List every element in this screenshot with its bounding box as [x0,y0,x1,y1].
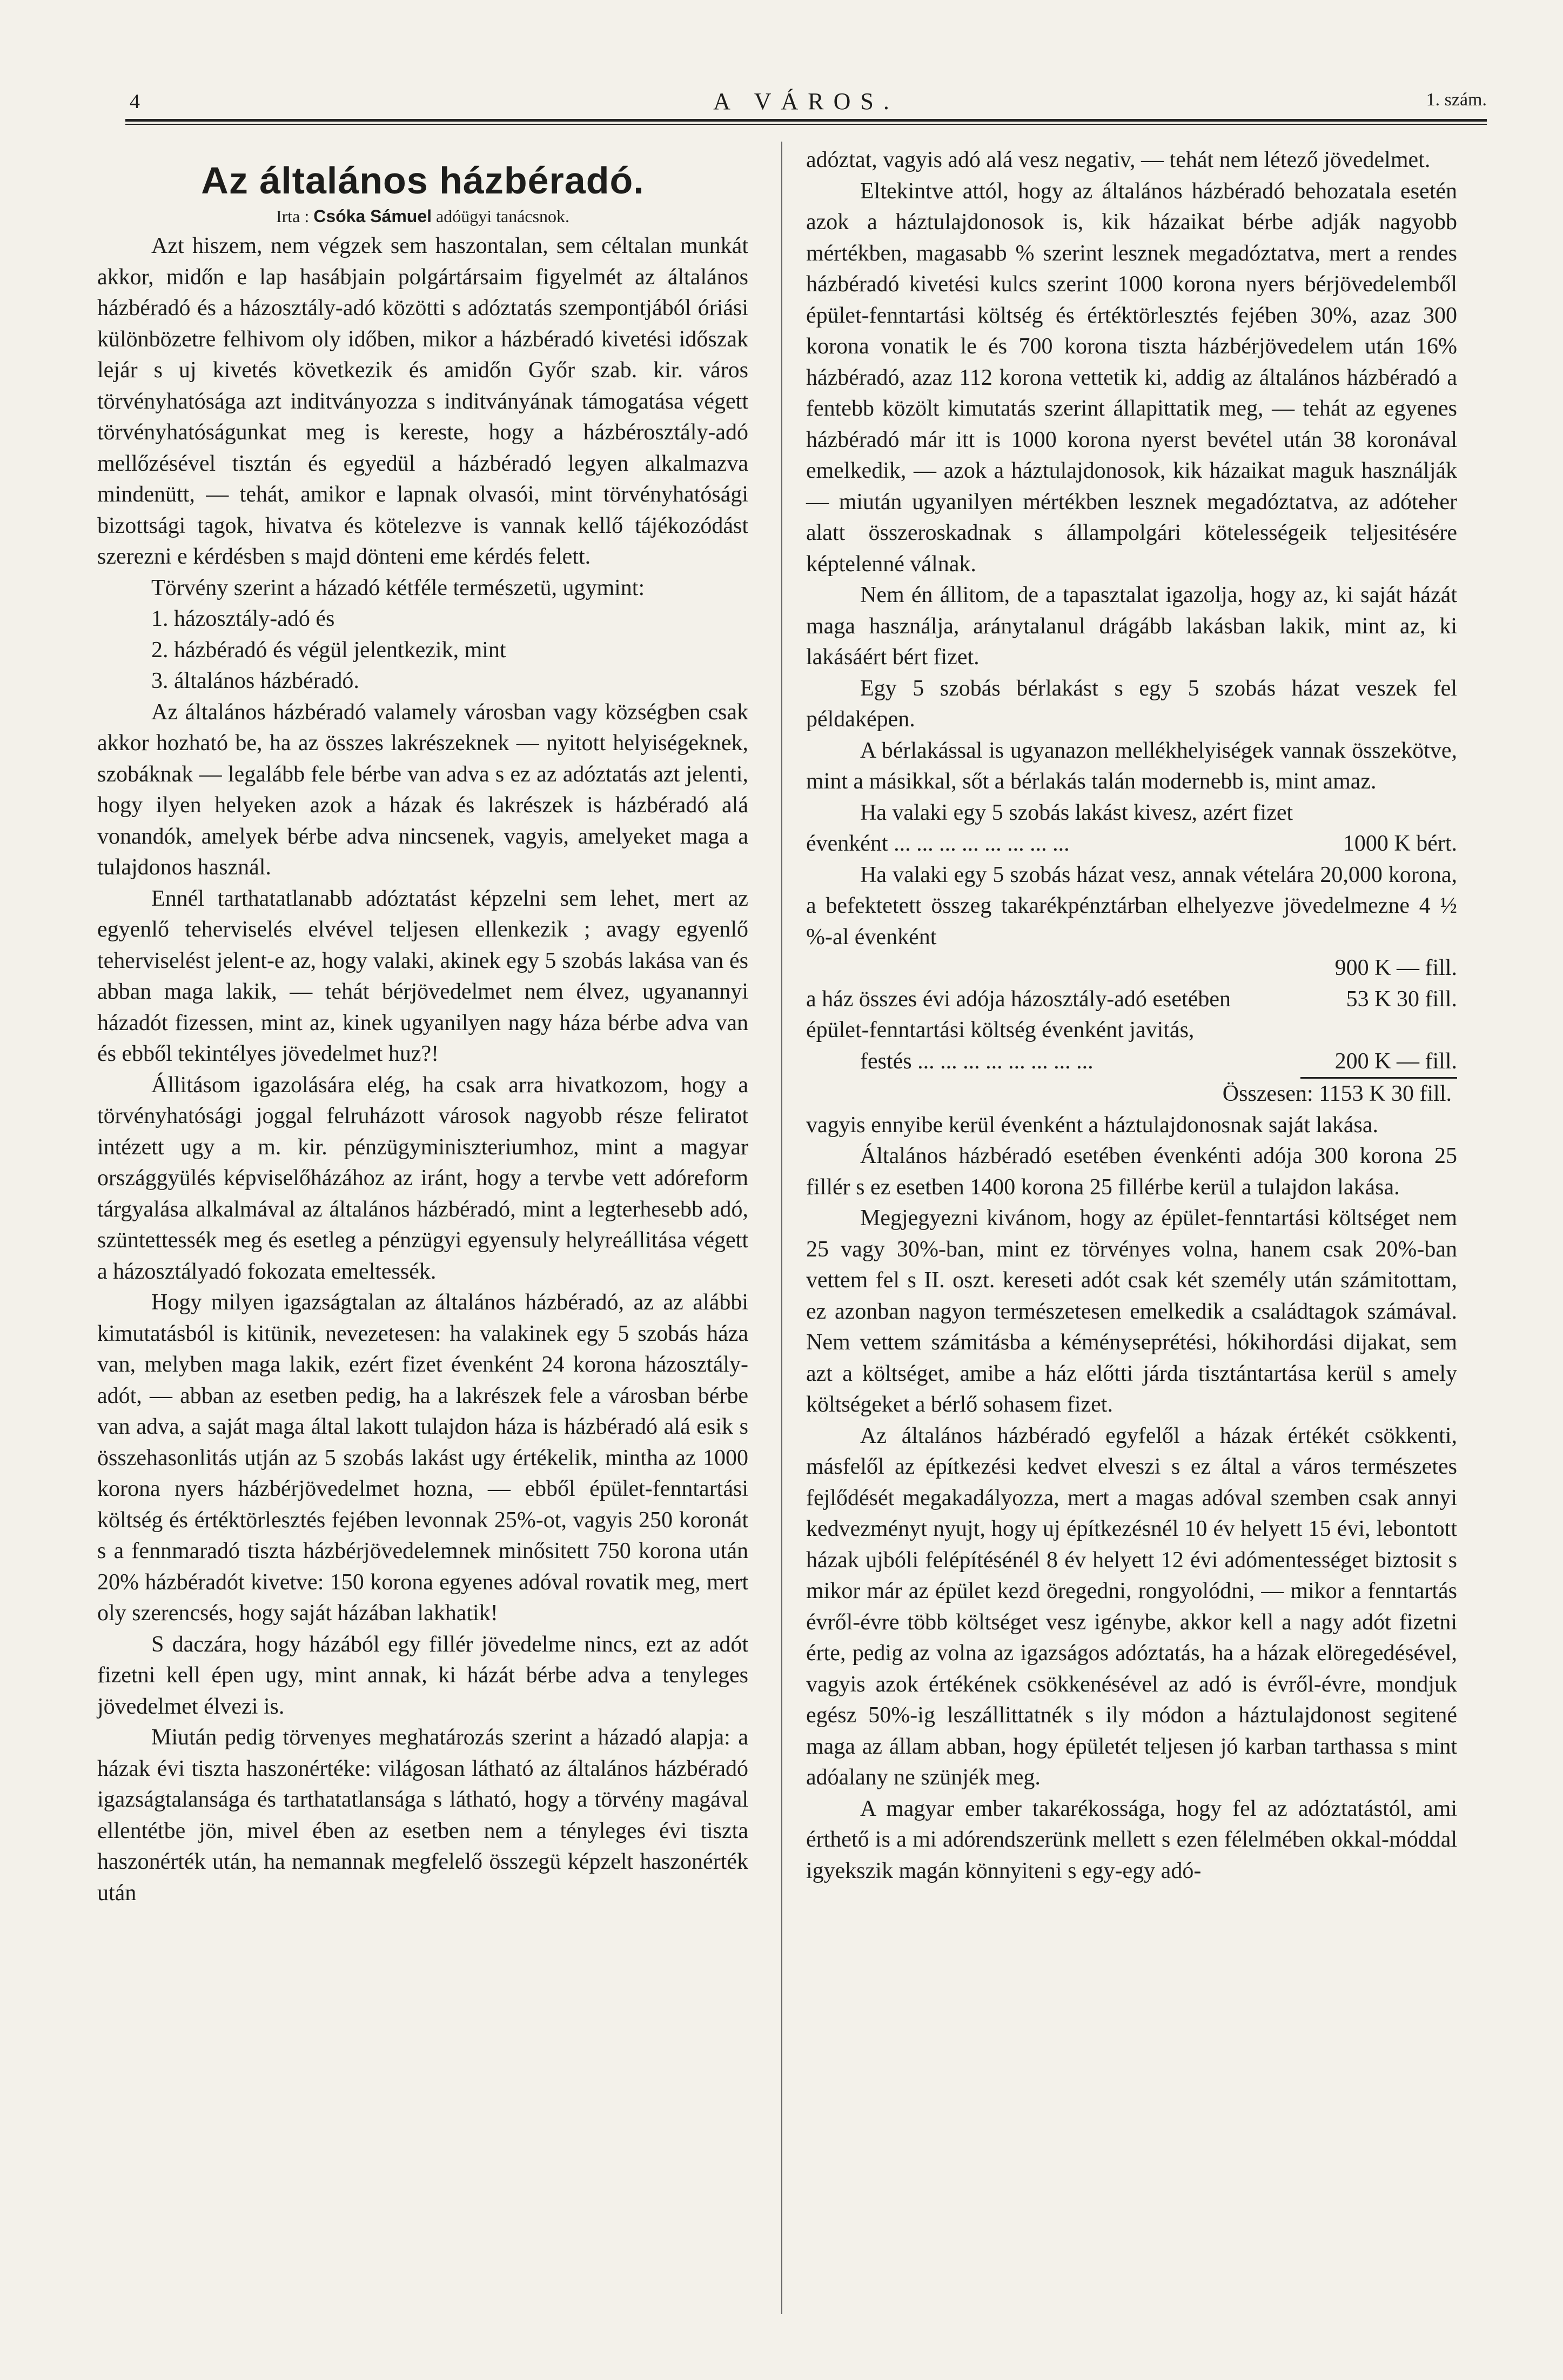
paragraph: adóztat, vagyis adó alá vesz negativ, — tehát nem létező jövedelmet. [806,148,1431,172]
paragraph: Általános házbéradó esetében évenkénti adója 300 korona 25 fillér s ez esetben 1400 korona 25 fillérbe kerül a tulajdon lakása. [806,1144,1457,1200]
header-rule [125,119,1487,122]
calc-label: festés ... ... ... ... ... ... ... ... [860,1048,1094,1074]
list-item: 2. házbéradó és végül jelentkezik, mint [151,637,506,663]
paragraph: Nem én állitom, de a tapasztalat igazolja, hogy az, ki saját házát maga használja, aránytalanul drágább lakásban lakik, mint az, ki lakásáért bért fizet. [806,583,1457,670]
total-amount: 1153 K 30 fill. [1319,1081,1452,1106]
paragraph: Miután pedig törvenyes meghatározás szerint a házadó alapja: a házak évi tiszta haszonértéke: világosan látható az általános házbéradó igazságtalansága és tarthatatlansága s látható, hogy a törvény magával ellentétbe jön, mivel ében az esetben nem a tényleges évi tiszta haszonérték után, ha nemannak megfelelő összegü képzelt haszonérték után [97,1725,748,1906]
author-role: adóügyi tanácsnok. [436,206,570,226]
paragraph: vagyis ennyibe kerül évenként a háztulajdonosnak saját lakása. [806,1112,1378,1138]
publication-title: A VÁROS. [713,88,899,115]
calc-label: a ház összes évi adója házosztály-adó esetében [806,986,1231,1012]
article-title: Az általános házbéradó. [201,159,645,202]
byline [97,206,748,226]
paragraph: Ennél tarthatatlanabb adóztatást képzelni sem lehet, mert az egyenlő teherviselés elvével teljesen ellenkezik ; avagy egyenlő teherviselést jelent-e az, hogy valaki, akinek egy 5 szobás lakása van és abban maga lakik, — tehát bérjövedelmet nem élvez, ugyanannyi házadót fizessen, mint az, kinek ugyanilyen nagy háza bérbe adva van és ebből tekintélyes jövedelmet huz?! [97,886,748,1066]
paragraph: A bérlakással is ugyanazon mellékhelyiségek vannak összekötve, mint a másikkal, sőt a bérlakás talán modernebb is, mint amaz. [806,738,1457,794]
total-label: Összesen: [1222,1081,1313,1106]
left-column [97,145,748,1909]
list-item: 1. házosztály-adó és [151,606,335,631]
paragraph: Az általános házbéradó egyfelől a házak értékét csökkenti, másfelől az építkezési kedvet elveszi s ez által a város természetes fejlődését megakadályozza, mert a magas adóval szemben csak annyi kedvezményt nyujt, hogy uj építkezésnél 10 év helyett 15 évi, lebontott házak ujbóli felépítésénél 8 év helyett 12 évi adómentességet biztosit s mikor már az épület kezd öregedni, rongyolódni, — mikor a fenntartás évről-évre több költséget vesz igénybe, akkor kell a nagy adót fizetni érte, pedig az volna az igazságos adóztatás, ha a házak elöregedésével, vagyis azok értékének csökkenésével az adó is évről-évre, mondjuk egész 50%-ig leszállittatnék s ily módon a háztulajdonost segitené maga az állam abban, hogy épületét teljesen jó karban tarthassa s mint adóalany ne szünjék meg. [806,1423,1457,1790]
calc-row-maintenance [806,1046,1457,1079]
paragraph: Ha valaki egy 5 szobás házat vesz, annak vételára 20,000 korona, a befektetett összeg takarékpénztárban elhelyezve jövedelmezne 4 ½ %-al évenként [806,862,1457,950]
header-rule-thin [125,124,1487,125]
author-name: Csóka Sámuel [313,206,432,226]
paragraph: Állitásom igazolására elég, ha csak arra hivatkozom, hogy a törvényhatósági joggal felruházott városok nagyobb része feliratot intézett ugy a m. kir. pénzügyminiszteriumhoz, mint a magyar országgyülés képviselőházához az iránt, hogy a tervbe vett adóreform tárgyalása alkalmával az általános házbéradó, mint a legterhesebb adó, szüntettessék meg és esetleg a pénzügyi egyensuly helyreállitása végett a házosztályadó fokozata emeltessék. [97,1072,748,1284]
paragraph: A magyar ember takarékossága, hogy fel az adóztatástól, ami érthető is a mi adórendszerünk mellett s ezen félelmében okkal-móddal igyekszik magán könnyiteni s egy-egy adó- [806,1796,1457,1883]
paragraph: Megjegyezni kivánom, hogy az épület-fenntartási költséget nem 25 vagy 30%-ban, mint ez törvényes volna, hanem csak 20%-ban vettem fel s II. oszt. kereseti adót csak két személy után számitottam, ez azonban nagyon természetesen emelkedik a családtagok számával. Nem vettem számitásba a kéményseprétési, hókihordási dijakat, sem azt a költséget, amibe a ház előtti járda tisztántartása kerül s amely költségeket a bérlő sohasem fizet. [806,1206,1457,1417]
list-item: 3. általános házbéradó. [151,668,359,693]
page-number: 4 [130,90,140,113]
calc-total-row [806,1079,1457,1110]
calc-label: évenként ... ... ... ... ... ... ... ... [806,831,1070,856]
calc-row-tax [806,984,1457,1015]
paragraph: Azt hiszem, nem végzek sem haszontalan, sem céltalan munkát akkor, midőn e lap hasábjain polgártársaim figyelmét az általános házbéradó és a házosztály-adó közötti s adóztatás szempontjából óriási különbözetre felhivom oly időben, mikor a házbéradó kivetési időszak lejár s uj kivetés következik és amidőn Győr szab. kir. város törvényhatósága azt inditványozza s inditványának támogatása végett törvényhatóságunkat meg is kereste, hogy a házbérosztály-adó mellőzésével tisztán és egyedül a házbéradó legyen alkalmazva mindenütt, — tehát, amikor e lapnak olvasói, mint törvényhatósági bizottsági tagok, hivatva és kötelezve is vannak kellő tájékozódást szerezni e kérdésben s majd dönteni eme kérdés felett. [97,233,748,569]
calc-text: épület-fenntartási költség évenként javitás, [806,1018,1195,1042]
byline-prefix: Irta : [276,206,310,226]
running-head [125,85,1487,118]
paragraph: Egy 5 szobás bérlakást s egy 5 szobás házat veszek fel példaképen. [806,676,1457,732]
paragraph: Eltekintve attól, hogy az általános házbéradó behozatala esetén azok a háztulajdonosok is, kik házaikat bérbe adják nagyobb mértékben, magasabb % szerint lesznek megadóztatva, mert a rendes házbéradó kivetési kulcs szerint 1000 korona nyers bérjövedelemből épület-fenntartási költség és értéktörlesztés fejében 30%, azaz 300 korona vonatik le és 700 korona tiszta házbérjövedelem után 16% házbéradó, azaz 112 korona vettetik ki, addig az általános házbéradó a fentebb közölt kimutatás szerint állapittatik meg, — tehát az egyenes házbéradó már itt is 1000 korona nyerst bevétel után 38 koronával emelkedik, — azok a háztulajdonosok, kik házaikat maguk használják — miután ugyanilyen mértékben lesznek megadóztatva, az adóteher alatt összeroskadnak s állampolgári kötelességeik teljesitésére képtelenné válnak. [806,178,1457,577]
paragraph: Az általános házbéradó valamely városban vagy községben csak akkor hozható be, ha az összes lakrészeknek — nyitott helyiségeknek, szobáknak — legalább fele bérbe van adva s ez az adóztatás azt jelenti, hogy ilyen helyeken azok a házak és lakrészek is házbéradó alá vonandók, amelyek bérbe adva nincsenek, vagyis, amelyeket maga a tulajdonos használ. [97,699,748,880]
calc-amount: 900 K — fill. [1334,955,1457,980]
paragraph: Hogy milyen igazságtalan az általános házbéradó, az az alábbi kimutatásból is kitünik, nevezetesen: ha valakinek egy 5 szobás háza van, melyben maga lakik, ezért fizet évenként 24 korona házosztály-adót, — abban az esetben pedig, ha a lakrészek fele a városban bérbe van adva, a saját maga által lakott tulajdon háza is házbéradó alá esik s összehasonlitás utján az 5 szobás lakást ugy értékelik, mintha az 1000 korona nyers házbérjövedelmet hozna, — ebből épület-fenntartási költség és értéktörlesztés fejében levonnak 25%-ot, vagyis 250 koronát s a fennmaradó tiszta házbérjövedelemnek minősitett 750 korona után 20% házbéradót kivetve: 150 korona egyenes adóval rovatik meg, mert oly szerencsés, hogy saját házában lakhatik! [97,1290,748,1626]
calc-amount: 1000 K bért. [1343,831,1457,856]
issue-number: 1. szám. [1426,90,1487,110]
calc-amount: 200 K — fill. [1300,1046,1457,1079]
right-column [806,145,1457,1887]
paragraph: S daczára, hogy házából egy fillér jövedelme nincs, ezt az adót fizetni kell épen ugy, mint annak, ki házát bérbe adva a tenyleges jövedelmet élvezi is. [97,1632,748,1719]
paragraph: Törvény szerint a házadó kétféle természetü, ugymint: [151,575,645,600]
paragraph: Ha valaki egy 5 szobás lakást kivesz, azért fizet [860,800,1293,825]
calc-amount: 53 K 30 fill. [1346,986,1457,1012]
column-divider [781,142,782,2314]
calc-row-rent [806,828,1457,860]
calc-row-interest [806,953,1457,984]
